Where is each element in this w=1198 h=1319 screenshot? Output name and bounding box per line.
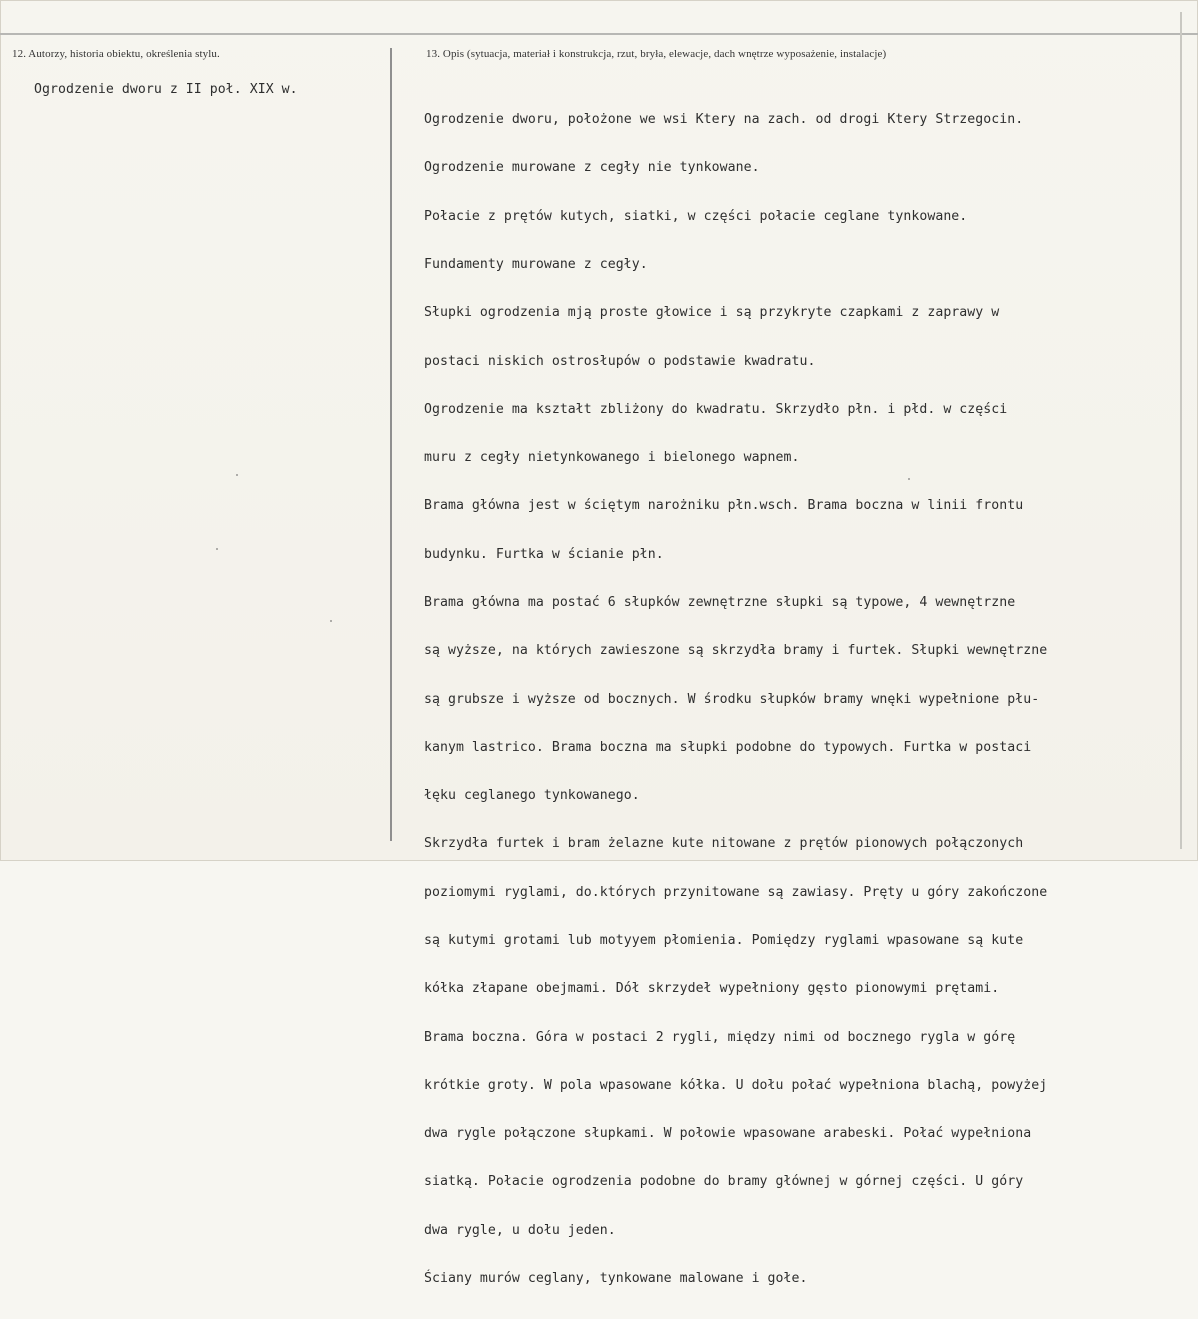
- description-line: łęku ceglanego tynkowanego.: [424, 788, 640, 804]
- description-line: postaci niskich ostrosłupów o podstawie kwadratu.: [424, 353, 816, 369]
- description-line: krótkie groty. W pola wpasowane kółka. U dołu połać wypełniona blachą, powyżej: [424, 1077, 1048, 1093]
- description-line: Fundamenty murowane z cegły.: [424, 257, 648, 273]
- description-line: są grubsze i wyższe od bocznych. W środku słupków bramy wnęki wypełnione płu-: [424, 691, 1040, 707]
- paper-speck: [330, 620, 332, 622]
- description-line: Skrzydła furtek i bram żelazne kute nitowane z prętów pionowych połączonych: [424, 836, 1024, 852]
- description-line: dwa rygle, u dołu jeden.: [424, 1222, 616, 1238]
- description-line: kanym lastrico. Brama boczna ma słupki podobne do typowych. Furtka w postaci: [424, 739, 1032, 755]
- paper-speck: [216, 548, 218, 550]
- paper-speck: [908, 478, 910, 480]
- description-line: Połacie z prętów kutych, siatki, w części połacie ceglane tynkowane.: [424, 208, 968, 224]
- top-edge-rule: [0, 33, 1198, 35]
- description-line: Ogrodzenie dworu, położone we wsi Ktery na zach. od drogi Ktery Strzegocin.: [424, 112, 1024, 128]
- section-12-heading: 12. Autorzy, historia obiektu, określenia stylu.: [12, 48, 220, 60]
- authors-history-text: Ogrodzenie dworu z II poł. XIX w.: [34, 82, 298, 97]
- section-13-heading: 13. Opis (sytuacja, materiał i konstrukcja, rzut, bryła, elewacje, dach wnętrze wyposażenie, instalacje): [426, 48, 887, 60]
- description-line: Ogrodzenie murowane z cegły nie tynkowane.: [424, 160, 760, 176]
- description-line: Brama główna ma postać 6 słupków zewnętrzne słupki są typowe, 4 wewnętrzne: [424, 595, 1016, 610]
- description-line: muru z cegły nietynkowanego i bielonego wapnem.: [424, 450, 800, 466]
- description-text: [424, 80, 1184, 1319]
- paper-speck: [236, 474, 238, 476]
- description-line: Ściany murów ceglany, tynkowane malowane i gołe.: [424, 1270, 808, 1286]
- description-line: są kutymi grotami lub motyyem płomienia. Pomiędzy ryglami wpasowane są kute: [424, 932, 1024, 948]
- description-line: kółka złapane obejmami. Dół skrzydeł wypełniony gęsto pionowymi prętami.: [424, 981, 1000, 997]
- description-line: poziomymi ryglami, do.których przynitowane są zawiasy. Pręty u góry zakończone: [424, 884, 1048, 900]
- description-line: budynku. Furtka w ścianie płn.: [424, 546, 664, 562]
- description-line: dwa rygle połączone słupkami. W połowie wpasowane arabeski. Połać wypełniona: [424, 1126, 1032, 1142]
- description-line: siatką. Połacie ogrodzenia podobne do bramy głównej w górnej części. U góry: [424, 1174, 1024, 1190]
- column-divider: [390, 48, 392, 841]
- description-line: Brama główna jest w ściętym narożniku płn.wsch. Brama boczna w linii frontu: [424, 498, 1024, 514]
- description-line: Brama boczna. Góra w postaci 2 rygli, między nimi od bocznego rygla w górę: [424, 1029, 1016, 1045]
- description-line: Słupki ogrodzenia mją proste głowice i są przykryte czapkami z zaprawy w: [424, 305, 1000, 321]
- description-line: Ogrodzenie ma kształt zbliżony do kwadratu. Skrzydło płn. i płd. w części: [424, 401, 1008, 417]
- description-line: są wyższe, na których zawieszone są skrzydła bramy i furtek. Słupki wewnętrzne: [424, 643, 1048, 659]
